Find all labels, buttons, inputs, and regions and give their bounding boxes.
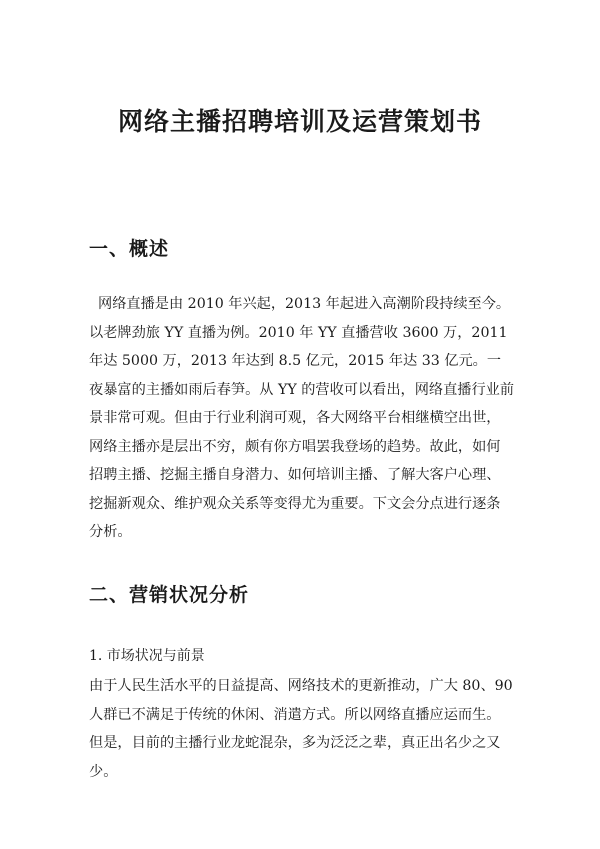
overview-paragraph: 网络直播是由 2010 年兴起，2013 年起进入高潮阶段持续至今。以老牌劲旅 YY 直播为例。2010 年 YY 直播营收 3600 万，2011 年达 5000 万，2013 年达到 8.5 亿元，2015 年达 33 亿元。一夜暴富的主播如雨后春笋。从 YY 的营收可以看出，网络直播行业前景非常可观。但由于行业利润可观，各大网络平台相继横空出世，网络主播亦是层出不穷，颇有你方唱罢我登场的趋势。故此，如何招聘主播、挖掘主播自身潜力、如何培训主播、了解大客户心理、挖掘新观众、维护观众关系等变得尤为重要。下文会分点进行逐条分析。	[89, 296, 515, 540]
section-heading-marketing: 二、营销状况分析	[89, 584, 250, 606]
subsection-heading-market: 1. 市场状况与前景	[89, 648, 205, 664]
section-heading-overview: 一、概述	[89, 238, 170, 260]
market-paragraph: 由于人民生活水平的日益提高、网络技术的更新推动，广大 80、90 人群已不满足于传统的休闲、消遣方式。所以网络直播应运而生。但是，目前的主播行业龙蛇混杂，多为泛泛之辈，真正出名少之又少。	[89, 678, 513, 780]
document-title: 网络主播招聘培训及运营策划书	[117, 107, 482, 136]
